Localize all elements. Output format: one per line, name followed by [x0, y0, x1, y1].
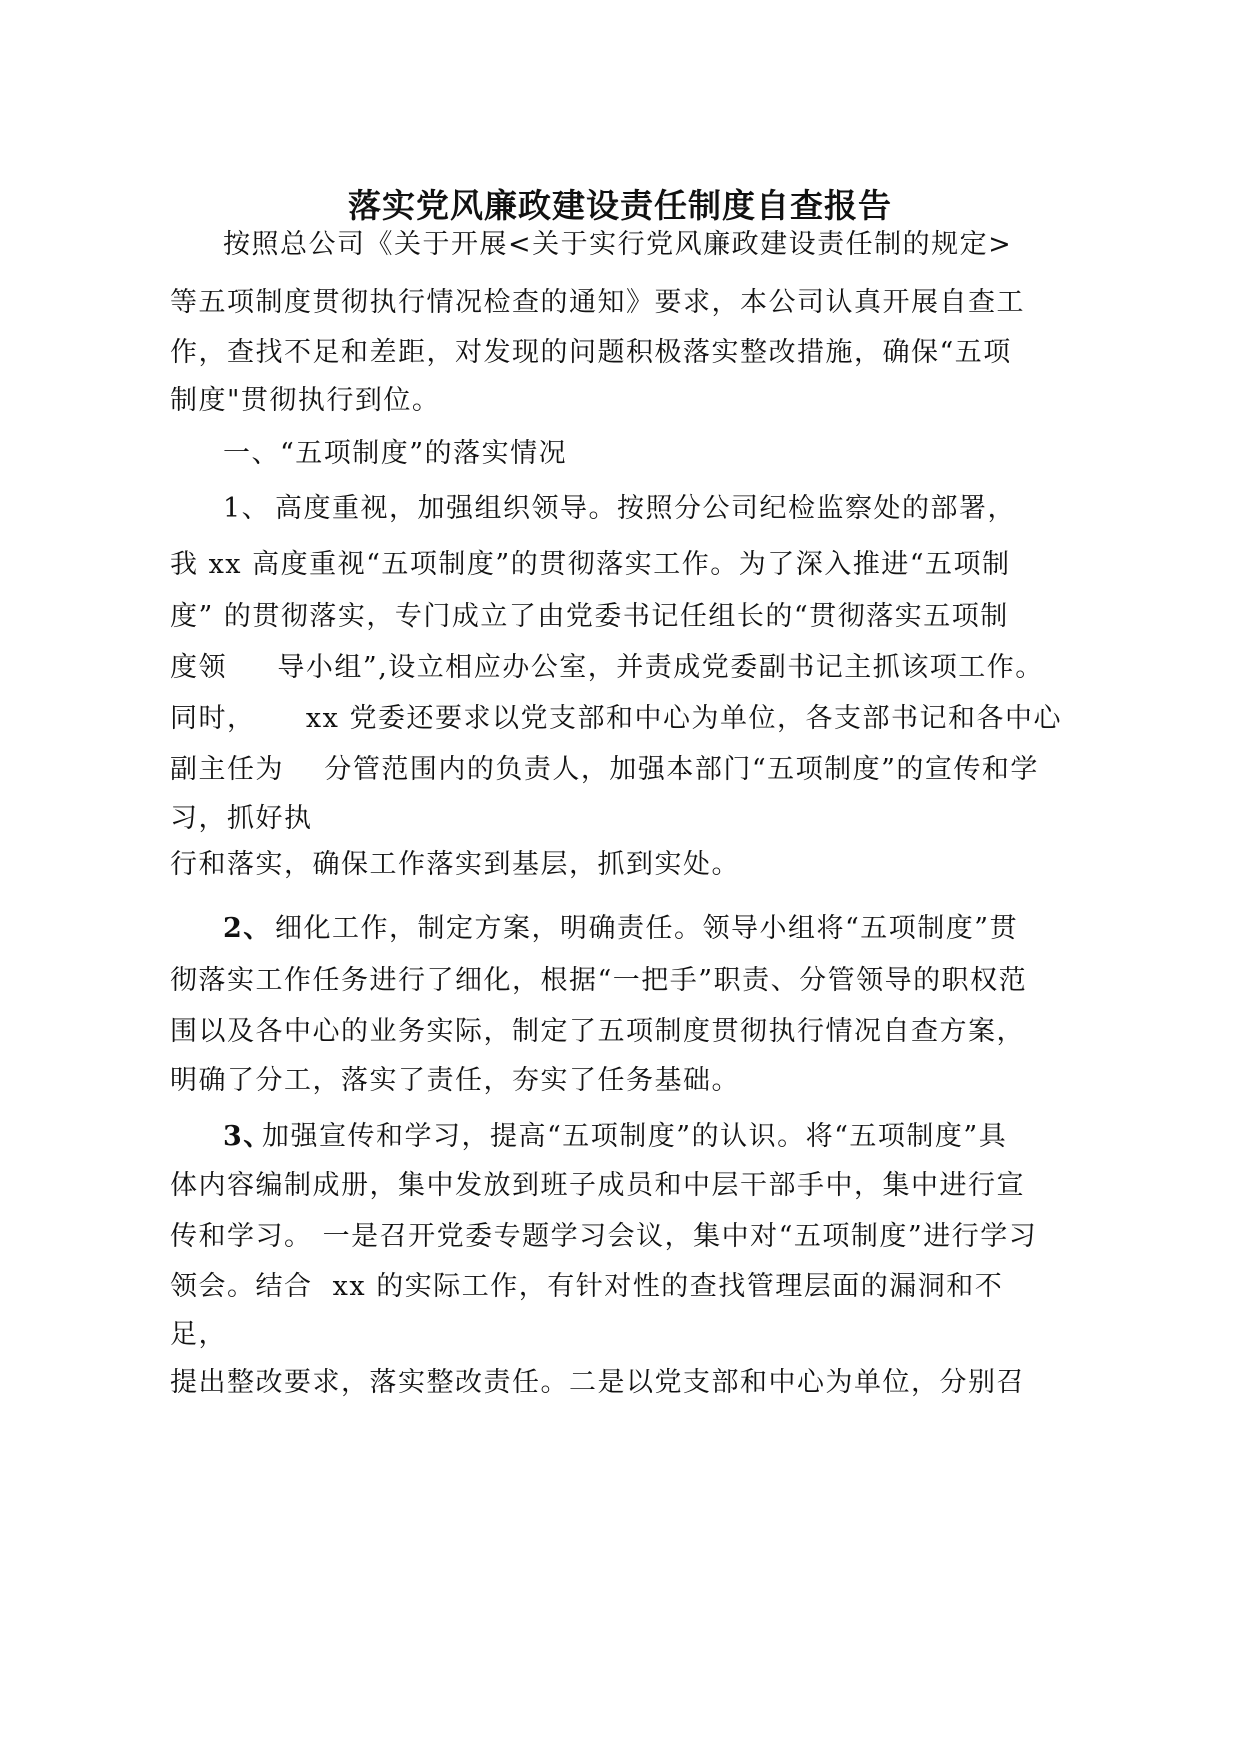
intro-line: 等五项制度贯彻执行情况检查的通知》要求，本公司认真开展自查工 [170, 287, 1025, 318]
item-number: 1、 [223, 493, 271, 524]
item-line: 行和落实，确保工作落实到基层，抓到实处。 [170, 849, 740, 880]
intro-line: 制度"贯彻执行到位。 [170, 385, 441, 416]
intro-line: 按照总公司《关于开展<关于实行党风廉政建设责任制的规定> [223, 229, 1013, 260]
item-line: 高度重视，加强组织领导。按照分公司纪检监察处的部署， [275, 493, 1016, 524]
item-line: 领会。结合 xx 的实际工作，有针对性的查找管理层面的漏洞和不 [170, 1271, 1004, 1302]
item-line: 体内容编制成册，集中发放到班子成员和中层干部手中，集中进行宣 [170, 1170, 1025, 1201]
document-title: 落实党风廉政建设责任制度自查报告 [348, 186, 892, 225]
item-line: 围以及各中心的业务实际，制定了五项制度贯彻执行情况自查方案， [170, 1016, 1025, 1047]
item-line: 明确了分工，落实了责任，夯实了任务基础。 [170, 1065, 740, 1096]
section-heading: 一、“五项制度”的落实情况 [223, 438, 568, 469]
item-line: 加强宣传和学习，提高“五项制度”的认识。将“五项制度”具 [262, 1121, 1008, 1152]
item-line: 足， [170, 1319, 227, 1350]
item-line: 习，抓好执 [170, 803, 313, 834]
item-line: 度领 导小组”,设立相应办公室，并责成党委副书记主抓该项工作。 [170, 652, 1044, 683]
item-number: 3、 [223, 1121, 272, 1152]
item-line: 提出整改要求，落实整改责任。二是以党支部和中心为单位，分别召 [170, 1367, 1025, 1398]
item-line: 同时， xx 党委还要求以党支部和中心为单位，各支部书记和各中心 [170, 703, 1062, 734]
item-line: 传和学习。 一是召开党委专题学习会议，集中对“五项制度”进行学习 [170, 1221, 1038, 1252]
item-line: 细化工作，制定方案，明确责任。领导小组将“五项制度”贯 [275, 913, 1019, 944]
item-line: 彻落实工作任务进行了细化，根据“一把手”职责、分管领导的职权范 [170, 965, 1028, 996]
item-line: 我 xx 高度重视“五项制度”的贯彻落实工作。为了深入推进“五项制 [170, 549, 1011, 580]
intro-line: 作，查找不足和差距，对发现的问题积极落实整改措施，确保“五项 [170, 337, 1012, 368]
item-number: 2、 [223, 913, 272, 944]
item-line: 度” 的贯彻落实，专门成立了由党委书记任组长的“贯彻落实五项制 [170, 601, 1009, 632]
item-line: 副主任为 分管范围内的负责人，加强本部门“五项制度”的宣传和学 [170, 754, 1039, 785]
